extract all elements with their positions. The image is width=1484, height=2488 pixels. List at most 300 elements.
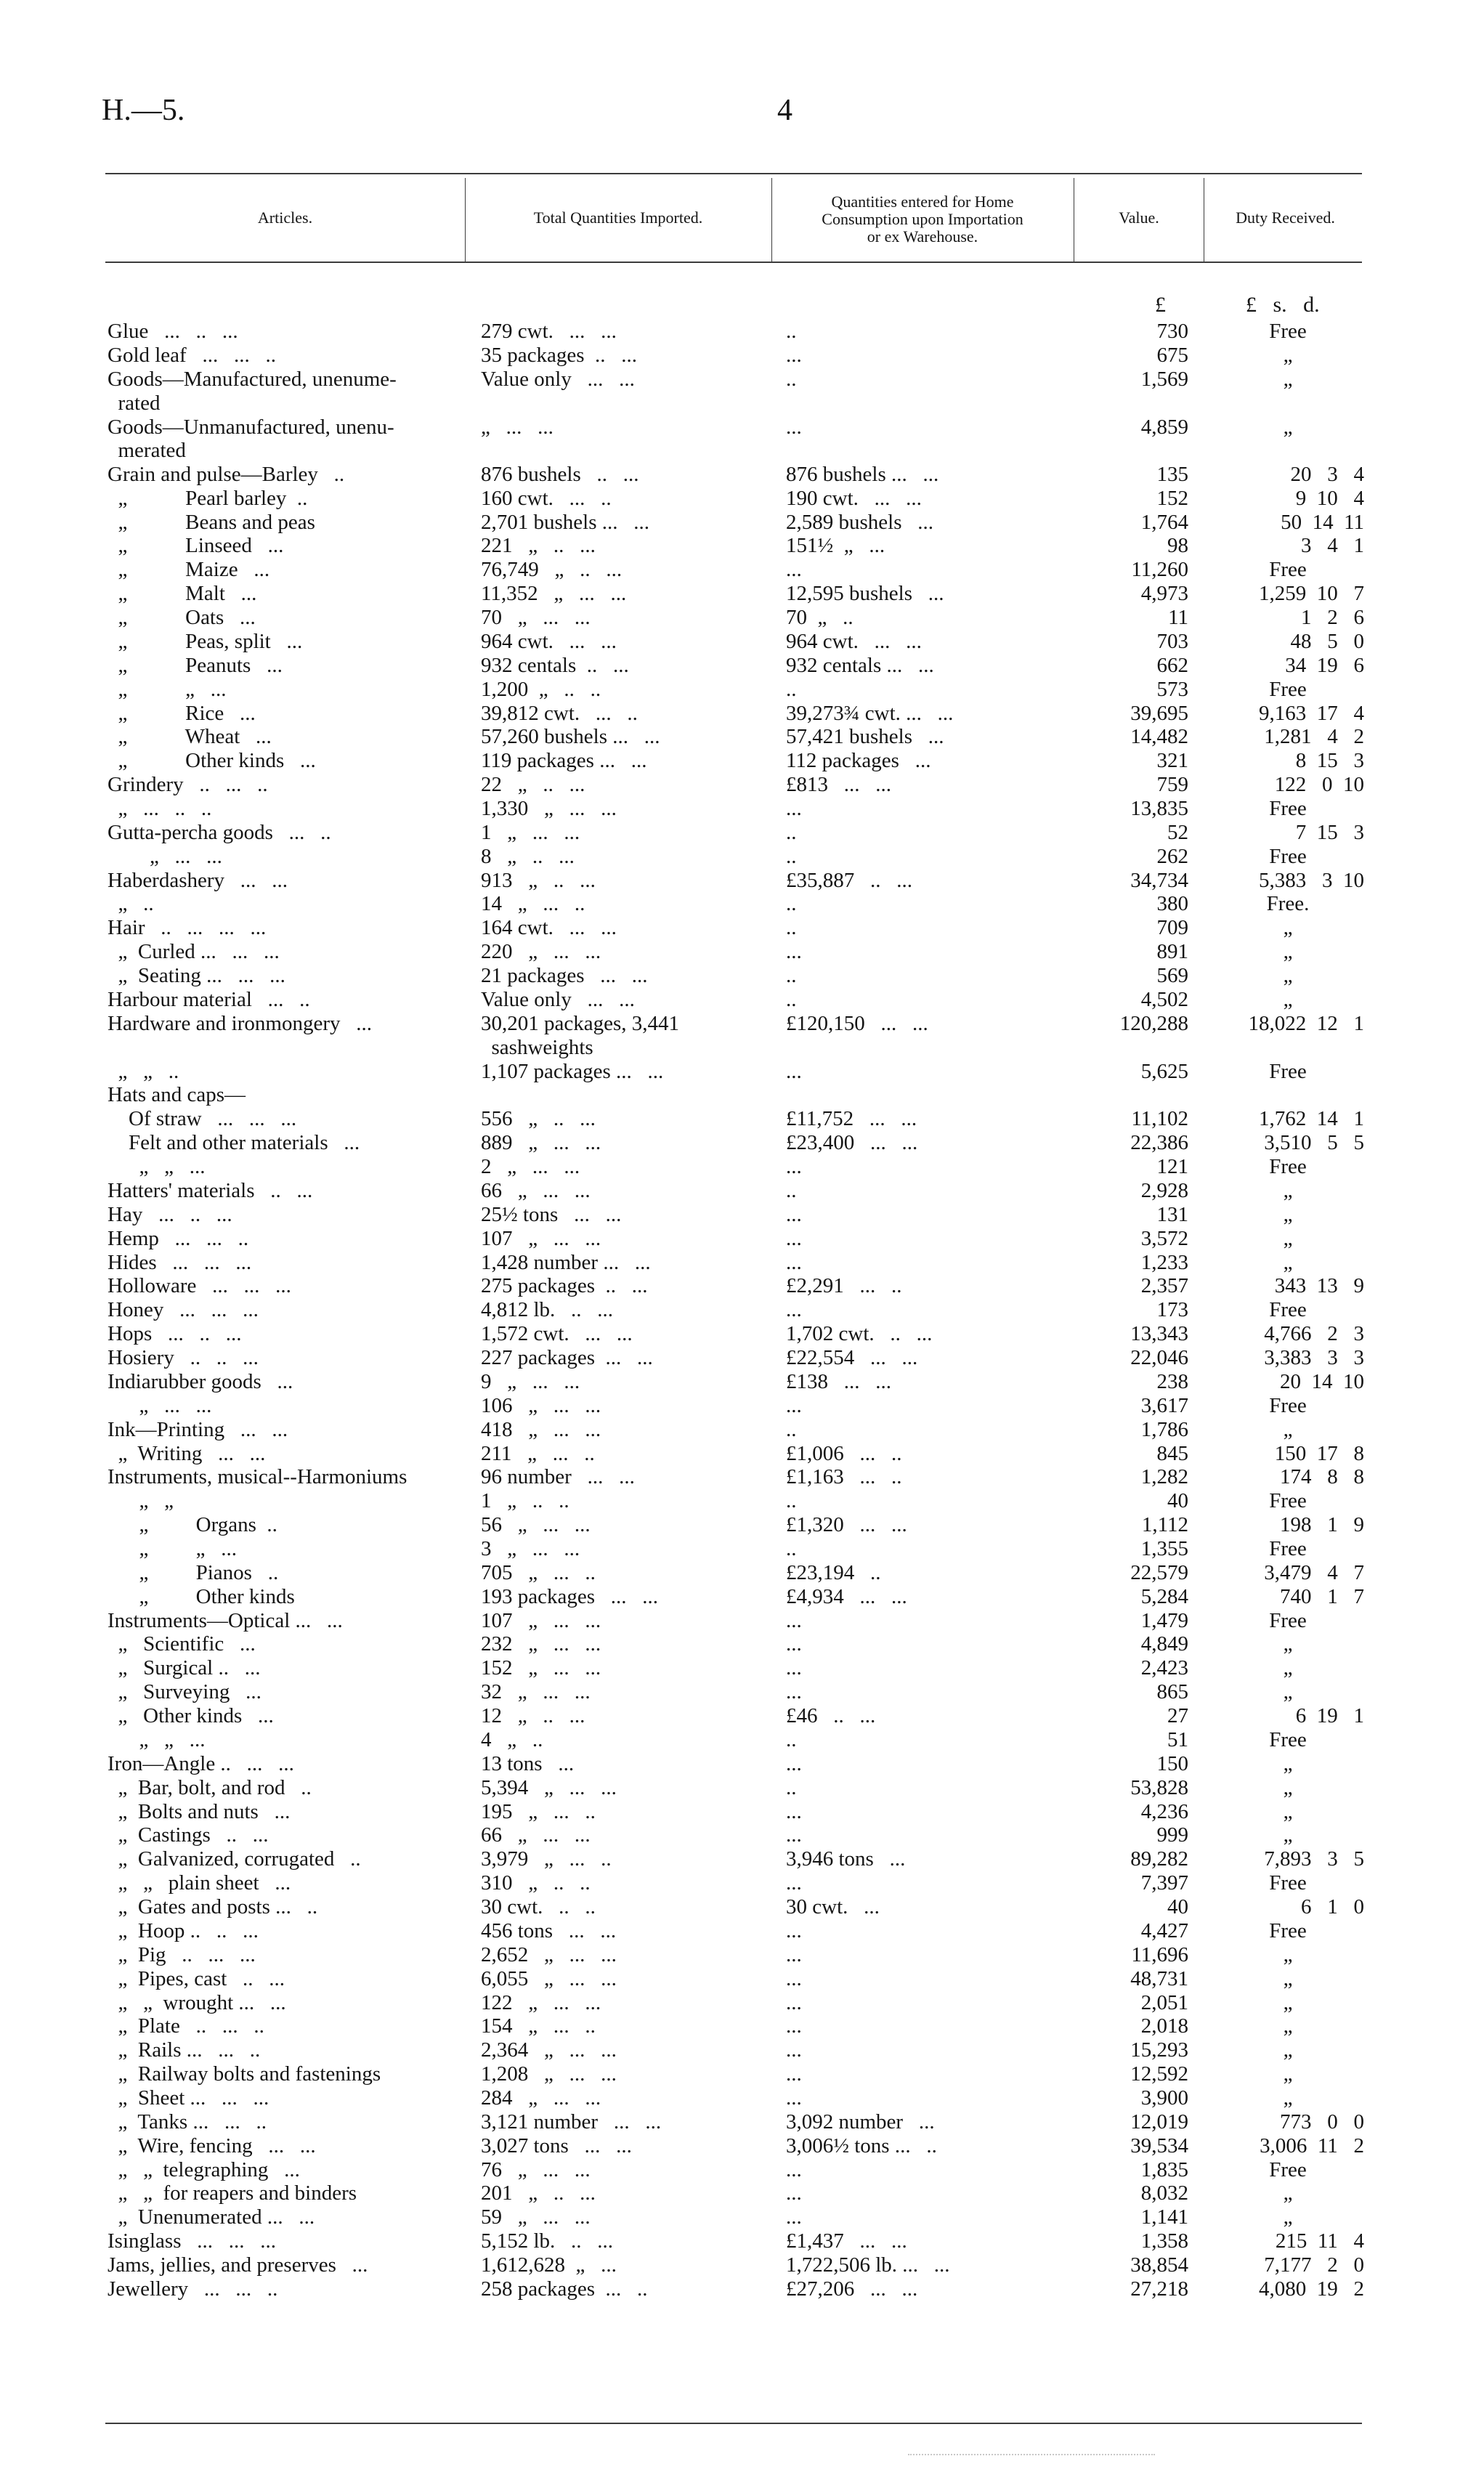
article-cell: „ Curled ... ... ... <box>108 940 280 963</box>
home-cell: .. <box>786 320 797 343</box>
home-cell: ... <box>786 2038 802 2062</box>
article-cell: „ ... ... <box>108 1394 212 1417</box>
value-cell: 39,695 <box>1130 702 1188 725</box>
value-cell: 865 <box>1156 1680 1188 1703</box>
article-cell: rated <box>108 392 161 415</box>
duty-cell: 20 3 4 <box>1290 463 1364 486</box>
article-cell: „ Rice ... <box>108 702 256 725</box>
article-cell: „ Hoop .. .. ... <box>108 1919 259 1942</box>
home-cell: £35,887 .. ... <box>786 869 912 892</box>
article-cell: Gutta-percha goods ... .. <box>108 821 331 844</box>
duty-cell: „ <box>1283 1227 1293 1250</box>
duty-cell: „ <box>1283 1251 1293 1274</box>
duty-cell: 215 11 4 <box>1275 2229 1364 2253</box>
value-cell: 1,358 <box>1140 2229 1188 2253</box>
duty-cell: 7 15 3 <box>1295 821 1364 844</box>
total-cell: 456 tons ... ... <box>481 1919 617 1942</box>
total-cell: „ ... ... <box>481 416 554 439</box>
duty-cell: Free <box>1269 558 1307 581</box>
total-cell: 152 „ ... ... <box>481 1656 601 1679</box>
duty-cell: 3,383 3 3 <box>1264 1346 1364 1369</box>
value-cell: 1,786 <box>1140 1418 1188 1441</box>
duty-cell: Free <box>1269 1060 1307 1083</box>
total-cell: 284 „ ... ... <box>481 2086 601 2110</box>
value-cell: 11,260 <box>1131 558 1188 581</box>
total-cell: 3 „ ... ... <box>481 1537 580 1560</box>
home-cell: ... <box>786 1609 802 1632</box>
duty-cell: „ <box>1283 1632 1293 1656</box>
duty-cell: Free <box>1269 1537 1307 1560</box>
article-cell: „ „ ... <box>108 1155 206 1178</box>
value-cell: 238 <box>1156 1370 1188 1393</box>
value-cell: 4,502 <box>1140 988 1188 1011</box>
total-cell: 1,107 packages ... ... <box>481 1060 664 1083</box>
home-cell: ... <box>786 1967 802 1990</box>
article-cell: Honey ... ... ... <box>108 1298 259 1321</box>
article-cell: „ Galvanized, corrugated .. <box>108 1847 361 1871</box>
total-cell: 32 „ ... ... <box>481 1680 591 1703</box>
article-cell: „ „ for reapers and binders <box>108 2181 357 2205</box>
duty-cell: 6 19 1 <box>1295 1704 1364 1727</box>
document-reference: H.—5. <box>102 94 185 127</box>
home-cell: ... <box>786 1632 802 1656</box>
total-cell: 70 „ ... ... <box>481 606 591 629</box>
total-cell: 160 cwt. ... .. <box>481 487 612 510</box>
total-cell: 195 „ ... .. <box>481 1800 596 1823</box>
value-cell: 150 <box>1156 1752 1188 1775</box>
value-cell: 22,046 <box>1130 1346 1188 1369</box>
duty-cell: 122 0 10 <box>1274 773 1364 796</box>
home-cell: £138 ... ... <box>786 1370 891 1393</box>
article-cell: „ Bar, bolt, and rod .. <box>108 1776 312 1799</box>
value-cell: 34,734 <box>1130 869 1188 892</box>
article-cell: „ Wheat ... <box>108 725 272 748</box>
duty-cell: 50 14 11 <box>1281 511 1364 534</box>
total-cell: Value only ... ... <box>481 988 635 1011</box>
home-cell: ... <box>786 2014 802 2038</box>
article-cell: Grain and pulse—Barley .. <box>108 463 345 486</box>
article-cell: Harbour material ... .. <box>108 988 310 1011</box>
duty-cell: Free <box>1269 1489 1307 1512</box>
total-cell: 11,352 „ ... ... <box>481 582 627 605</box>
article-cell: „ Organs .. <box>108 1513 277 1536</box>
total-cell: 4,812 lb. .. ... <box>481 1298 614 1321</box>
table-bottom-rule <box>105 2423 1362 2424</box>
home-cell: .. <box>786 821 797 844</box>
article-cell: „ Surveying ... <box>108 1680 261 1703</box>
home-cell: ... <box>786 1823 802 1847</box>
value-cell: 89,282 <box>1130 1847 1188 1871</box>
article-cell: „ Surgical .. ... <box>108 1656 261 1679</box>
article-cell: „ Plate .. ... .. <box>108 2014 264 2038</box>
total-cell: 1,200 „ .. .. <box>481 678 601 701</box>
value-cell: 2,423 <box>1140 1656 1188 1679</box>
home-cell: ... <box>786 1752 802 1775</box>
article-cell: Of straw ... ... ... <box>108 1107 297 1130</box>
home-cell: 70 „ .. <box>786 606 853 629</box>
total-cell: 964 cwt. ... ... <box>481 630 617 653</box>
duty-cell: „ <box>1283 368 1293 391</box>
duty-cell: 8 15 3 <box>1295 749 1364 772</box>
total-cell: 876 bushels .. ... <box>481 463 639 486</box>
value-cell: 891 <box>1156 940 1188 963</box>
article-cell: „ Pig .. ... ... <box>108 1943 256 1966</box>
value-cell: 121 <box>1156 1155 1188 1178</box>
value-cell: 1,233 <box>1140 1251 1188 1274</box>
article-cell: „ ... .. .. <box>108 797 212 820</box>
duty-cell: „ <box>1283 1991 1293 2014</box>
home-cell: .. <box>786 1489 797 1512</box>
duty-unit: £ s. d. <box>1246 293 1320 317</box>
value-cell: 1,764 <box>1140 511 1188 534</box>
value-cell: 22,579 <box>1130 1561 1188 1584</box>
home-cell: ... <box>786 2205 802 2229</box>
home-cell: ... <box>786 1298 802 1321</box>
column-divider <box>771 178 772 262</box>
duty-cell: 1,762 14 1 <box>1259 1107 1364 1130</box>
home-cell: .. <box>786 964 797 987</box>
value-cell: 2,928 <box>1140 1179 1188 1202</box>
value-cell: 999 <box>1156 1823 1188 1847</box>
value-cell: 11,102 <box>1131 1107 1188 1130</box>
duty-cell: Free <box>1269 678 1307 701</box>
value-cell: 730 <box>1156 320 1188 343</box>
duty-cell: „ <box>1283 1203 1293 1226</box>
home-cell: £813 ... ... <box>786 773 891 796</box>
duty-cell: „ <box>1283 2014 1293 2038</box>
total-cell: 279 cwt. ... ... <box>481 320 617 343</box>
duty-cell: „ <box>1283 1179 1293 1202</box>
article-cell: „ Pearl barley .. <box>108 487 308 510</box>
home-cell: £1,163 ... .. <box>786 1465 902 1488</box>
home-cell: 876 bushels ... ... <box>786 463 939 486</box>
article-cell: „ Linseed ... <box>108 534 284 557</box>
value-cell: 3,572 <box>1140 1227 1188 1250</box>
article-cell: „ „ ... <box>108 678 227 701</box>
value-cell: 7,397 <box>1140 1871 1188 1895</box>
total-cell: 164 cwt. ... ... <box>481 916 617 939</box>
home-cell: .. <box>786 1728 797 1751</box>
value-cell: 709 <box>1156 916 1188 939</box>
total-cell: 59 „ ... ... <box>481 2205 591 2229</box>
article-cell: Hardware and ironmongery ... <box>108 1012 372 1035</box>
home-cell: ... <box>786 1680 802 1703</box>
total-cell: 122 „ ... ... <box>481 1991 601 2014</box>
value-cell: 703 <box>1156 630 1188 653</box>
article-cell: „ Seating ... ... ... <box>108 964 285 987</box>
home-cell: ... <box>786 416 802 439</box>
value-cell: 845 <box>1156 1442 1188 1465</box>
article-cell: „ „ <box>108 1489 174 1512</box>
duty-cell: 343 13 9 <box>1274 1274 1364 1297</box>
article-cell: „ Maize ... <box>108 558 270 581</box>
duty-cell: „ <box>1283 964 1293 987</box>
value-cell: 1,835 <box>1140 2158 1188 2181</box>
value-cell: 759 <box>1156 773 1188 796</box>
total-cell: 39,812 cwt. ... .. <box>481 702 638 725</box>
total-cell: 1,208 „ ... ... <box>481 2062 617 2086</box>
home-cell: ... <box>786 344 802 367</box>
value-cell: 12,592 <box>1130 2062 1188 2086</box>
total-cell: 1,428 number ... ... <box>481 1251 651 1274</box>
home-cell: .. <box>786 1418 797 1441</box>
article-cell: „ Bolts and nuts ... <box>108 1800 291 1823</box>
duty-cell: 773 0 0 <box>1280 2110 1364 2134</box>
home-cell: ... <box>786 1060 802 1083</box>
home-cell: 2,589 bushels ... <box>786 511 933 534</box>
article-cell: Instruments, musical--Harmoniums <box>108 1465 408 1488</box>
value-cell: 12,019 <box>1130 2110 1188 2134</box>
duty-cell: 20 14 10 <box>1280 1370 1364 1393</box>
value-cell: 1,112 <box>1141 1513 1188 1536</box>
total-cell: 154 „ ... .. <box>481 2014 596 2038</box>
home-cell: ... <box>786 1155 802 1178</box>
home-cell: 151½ „ ... <box>786 534 885 557</box>
value-cell: 38,854 <box>1130 2253 1188 2277</box>
duty-cell: „ <box>1283 1418 1293 1441</box>
total-cell: 30,201 packages, 3,441 <box>481 1012 680 1035</box>
value-cell: 27 <box>1167 1704 1188 1727</box>
value-cell: 5,625 <box>1140 1060 1188 1083</box>
duty-cell: Free <box>1269 1871 1307 1895</box>
duty-cell: „ <box>1283 940 1293 963</box>
total-cell: 1,572 cwt. ... ... <box>481 1322 633 1345</box>
total-cell: 56 „ ... ... <box>481 1513 591 1536</box>
article-cell: „ Railway bolts and fastenings <box>108 2062 381 2086</box>
home-cell: ... <box>786 1251 802 1274</box>
total-cell: 275 packages .. ... <box>481 1274 648 1297</box>
article-cell: „ „ ... <box>108 1537 237 1560</box>
duty-cell: „ <box>1283 2038 1293 2062</box>
article-cell: „ Writing ... ... <box>108 1442 266 1465</box>
article-cell: Jewellery ... ... .. <box>108 2277 278 2301</box>
value-cell: 152 <box>1156 487 1188 510</box>
value-cell: 2,051 <box>1140 1991 1188 2014</box>
total-cell: 1,330 „ ... ... <box>481 797 617 820</box>
total-cell: 220 „ ... ... <box>481 940 601 963</box>
value-cell: 13,343 <box>1130 1322 1188 1345</box>
duty-cell: 7,177 2 0 <box>1264 2253 1364 2277</box>
value-cell: 11,696 <box>1131 1943 1188 1966</box>
article-cell: Hay ... .. ... <box>108 1203 232 1226</box>
value-cell: 120,288 <box>1119 1012 1188 1035</box>
home-cell: 3,946 tons ... <box>786 1847 906 1871</box>
article-cell: Hosiery .. .. ... <box>108 1346 259 1369</box>
duty-cell: „ <box>1283 1967 1293 1990</box>
total-cell: 556 „ .. ... <box>481 1107 596 1130</box>
home-cell: .. <box>786 1776 797 1799</box>
value-cell: 321 <box>1156 749 1188 772</box>
home-cell: ... <box>786 797 802 820</box>
duty-cell: 150 17 8 <box>1274 1442 1364 1465</box>
article-cell: „ Beans and peas <box>108 511 315 534</box>
home-cell: 3,006½ tons ... .. <box>786 2134 937 2157</box>
total-cell: 66 „ ... ... <box>481 1823 591 1847</box>
total-cell: 13 tons ... <box>481 1752 575 1775</box>
total-cell: 418 „ ... ... <box>481 1418 601 1441</box>
total-cell: sashweights <box>481 1036 593 1059</box>
total-cell: 3,027 tons ... ... <box>481 2134 632 2157</box>
duty-cell: 3,479 4 7 <box>1264 1561 1364 1584</box>
duty-cell: Free <box>1269 1298 1307 1321</box>
total-cell: 211 „ ... .. <box>481 1442 595 1465</box>
home-cell: .. <box>786 678 797 701</box>
home-cell: £2,291 ... .. <box>786 1274 902 1297</box>
article-cell: „ Malt ... <box>108 582 257 605</box>
total-cell: 5,394 „ ... ... <box>481 1776 617 1799</box>
duty-cell: 5,383 3 10 <box>1259 869 1364 892</box>
value-cell: 53,828 <box>1130 1776 1188 1799</box>
article-cell: „ Pipes, cast .. ... <box>108 1967 285 1990</box>
total-cell: 232 „ ... ... <box>481 1632 601 1656</box>
column-divider <box>465 178 466 262</box>
article-cell: „ „ ... <box>108 1728 206 1751</box>
home-cell: ... <box>786 1919 802 1942</box>
page-number: 4 <box>777 94 792 127</box>
article-cell: Hemp ... ... .. <box>108 1227 249 1250</box>
value-cell: 2,357 <box>1140 1274 1188 1297</box>
home-cell: .. <box>786 988 797 1011</box>
duty-cell: 7,893 3 5 <box>1264 1847 1364 1871</box>
home-cell: ... <box>786 940 802 963</box>
duty-cell: „ <box>1283 1943 1293 1966</box>
article-cell: „ Other kinds <box>108 1585 295 1608</box>
total-cell: 201 „ .. ... <box>481 2181 596 2205</box>
total-cell: 193 packages ... ... <box>481 1585 659 1608</box>
article-cell: „ ... ... <box>108 845 222 868</box>
article-cell: Jams, jellies, and preserves ... <box>108 2253 368 2277</box>
value-cell: 1,141 <box>1140 2205 1188 2229</box>
value-cell: 135 <box>1156 463 1188 486</box>
duty-cell: „ <box>1283 916 1293 939</box>
value-cell: 51 <box>1167 1728 1188 1751</box>
duty-cell: „ <box>1283 2086 1293 2110</box>
value-cell: 13,835 <box>1130 797 1188 820</box>
value-cell: 662 <box>1156 654 1188 677</box>
duty-cell: Free <box>1269 1394 1307 1417</box>
article-cell: „ Wire, fencing ... ... <box>108 2134 316 2157</box>
value-unit: £ <box>1155 293 1166 317</box>
duty-cell: 1,259 10 7 <box>1259 582 1364 605</box>
article-cell: „ „ plain sheet ... <box>108 1871 291 1895</box>
duty-cell: „ <box>1283 2181 1293 2205</box>
value-cell: 4,849 <box>1140 1632 1188 1656</box>
article-cell: Hats and caps— <box>108 1083 246 1106</box>
duty-cell: „ <box>1283 416 1293 439</box>
home-cell: .. <box>786 892 797 915</box>
home-cell: 932 centals ... ... <box>786 654 934 677</box>
duty-cell: 3,510 5 5 <box>1264 1131 1364 1154</box>
article-cell: Iron—Angle .. ... ... <box>108 1752 294 1775</box>
total-cell: 2 „ ... ... <box>481 1155 580 1178</box>
article-cell: „ Oats ... <box>108 606 256 629</box>
duty-cell: 6 1 0 <box>1301 1895 1364 1918</box>
home-cell: ... <box>786 1871 802 1895</box>
article-cell: „ „ wrought ... ... <box>108 1991 286 2014</box>
value-cell: 15,293 <box>1130 2038 1188 2062</box>
article-cell: „ Peanuts ... <box>108 654 283 677</box>
home-cell: .. <box>786 368 797 391</box>
total-cell: 9 „ ... ... <box>481 1370 580 1393</box>
value-cell: 4,427 <box>1140 1919 1188 1942</box>
duty-cell: 9,163 17 4 <box>1259 702 1364 725</box>
duty-cell: „ <box>1283 2205 1293 2229</box>
column-header-home-line: or ex Warehouse. <box>867 227 978 246</box>
total-cell: 221 „ .. ... <box>481 534 596 557</box>
value-cell: 262 <box>1156 845 1188 868</box>
value-cell: 1,282 <box>1140 1465 1188 1488</box>
total-cell: 2,701 bushels ... ... <box>481 511 649 534</box>
home-cell: £27,206 ... ... <box>786 2277 918 2301</box>
home-cell: ... <box>786 1203 802 1226</box>
total-cell: Value only ... ... <box>481 368 635 391</box>
total-cell: 66 „ ... ... <box>481 1179 591 1202</box>
home-cell: 30 cwt. ... <box>786 1895 880 1918</box>
value-cell: 4,859 <box>1140 416 1188 439</box>
total-cell: 705 „ ... .. <box>481 1561 596 1584</box>
article-cell: Goods—Unmanufactured, unenu- <box>108 416 394 439</box>
value-cell: 1,569 <box>1140 368 1188 391</box>
total-cell: 889 „ ... ... <box>481 1131 601 1154</box>
value-cell: 14,482 <box>1130 725 1188 748</box>
duty-cell: 174 8 8 <box>1280 1465 1364 1488</box>
total-cell: 107 „ ... ... <box>481 1227 601 1250</box>
home-cell: .. <box>786 916 797 939</box>
column-header-articles: Articles. <box>257 208 313 227</box>
duty-cell: 3,006 11 2 <box>1260 2134 1364 2157</box>
value-cell: 8,032 <box>1140 2181 1188 2205</box>
duty-cell: Free <box>1269 1609 1307 1632</box>
article-cell: „ Other kinds ... <box>108 749 316 772</box>
article-cell: Hatters' materials .. ... <box>108 1179 313 1202</box>
total-cell: 1 „ ... ... <box>481 821 580 844</box>
duty-cell: „ <box>1283 1656 1293 1679</box>
article-cell: Grindery .. ... .. <box>108 773 268 796</box>
value-cell: 27,218 <box>1130 2277 1188 2301</box>
home-cell: ... <box>786 1991 802 2014</box>
duty-cell: 18,022 12 1 <box>1248 1012 1364 1035</box>
total-cell: 96 number ... ... <box>481 1465 635 1488</box>
home-cell: ... <box>786 1227 802 1250</box>
total-cell: 76 „ ... ... <box>481 2158 591 2181</box>
total-cell: 25½ tons ... ... <box>481 1203 622 1226</box>
total-cell: 1,612,628 „ ... <box>481 2253 617 2277</box>
home-cell: £1,320 ... ... <box>786 1513 907 1536</box>
total-cell: 107 „ ... ... <box>481 1609 601 1632</box>
value-cell: 98 <box>1167 534 1188 557</box>
article-cell: merated <box>108 439 186 462</box>
article-cell: Glue ... .. ... <box>108 320 238 343</box>
total-cell: 57,260 bushels ... ... <box>481 725 660 748</box>
article-cell: „ „ .. <box>108 1060 179 1083</box>
home-cell: 190 cwt. ... ... <box>786 487 922 510</box>
article-cell: Felt and other materials ... <box>108 1131 360 1154</box>
article-cell: Hides ... ... ... <box>108 1251 252 1274</box>
value-cell: 22,386 <box>1130 1131 1188 1154</box>
home-cell: 1,702 cwt. .. ... <box>786 1322 933 1345</box>
total-cell: 30 cwt. .. .. <box>481 1895 596 1918</box>
column-header-home-line: Quantities entered for Home <box>831 193 1014 211</box>
home-cell: 964 cwt. ... ... <box>786 630 922 653</box>
value-cell: 1,355 <box>1140 1537 1188 1560</box>
home-cell: £120,150 ... ... <box>786 1012 928 1035</box>
value-cell: 39,534 <box>1130 2134 1188 2157</box>
home-cell: £46 .. ... <box>786 1704 876 1727</box>
home-cell: £22,554 ... ... <box>786 1346 918 1369</box>
total-cell: 12 „ .. ... <box>481 1704 585 1727</box>
duty-cell: 4,766 2 3 <box>1264 1322 1364 1345</box>
article-cell: „ Scientific ... <box>108 1632 256 1656</box>
